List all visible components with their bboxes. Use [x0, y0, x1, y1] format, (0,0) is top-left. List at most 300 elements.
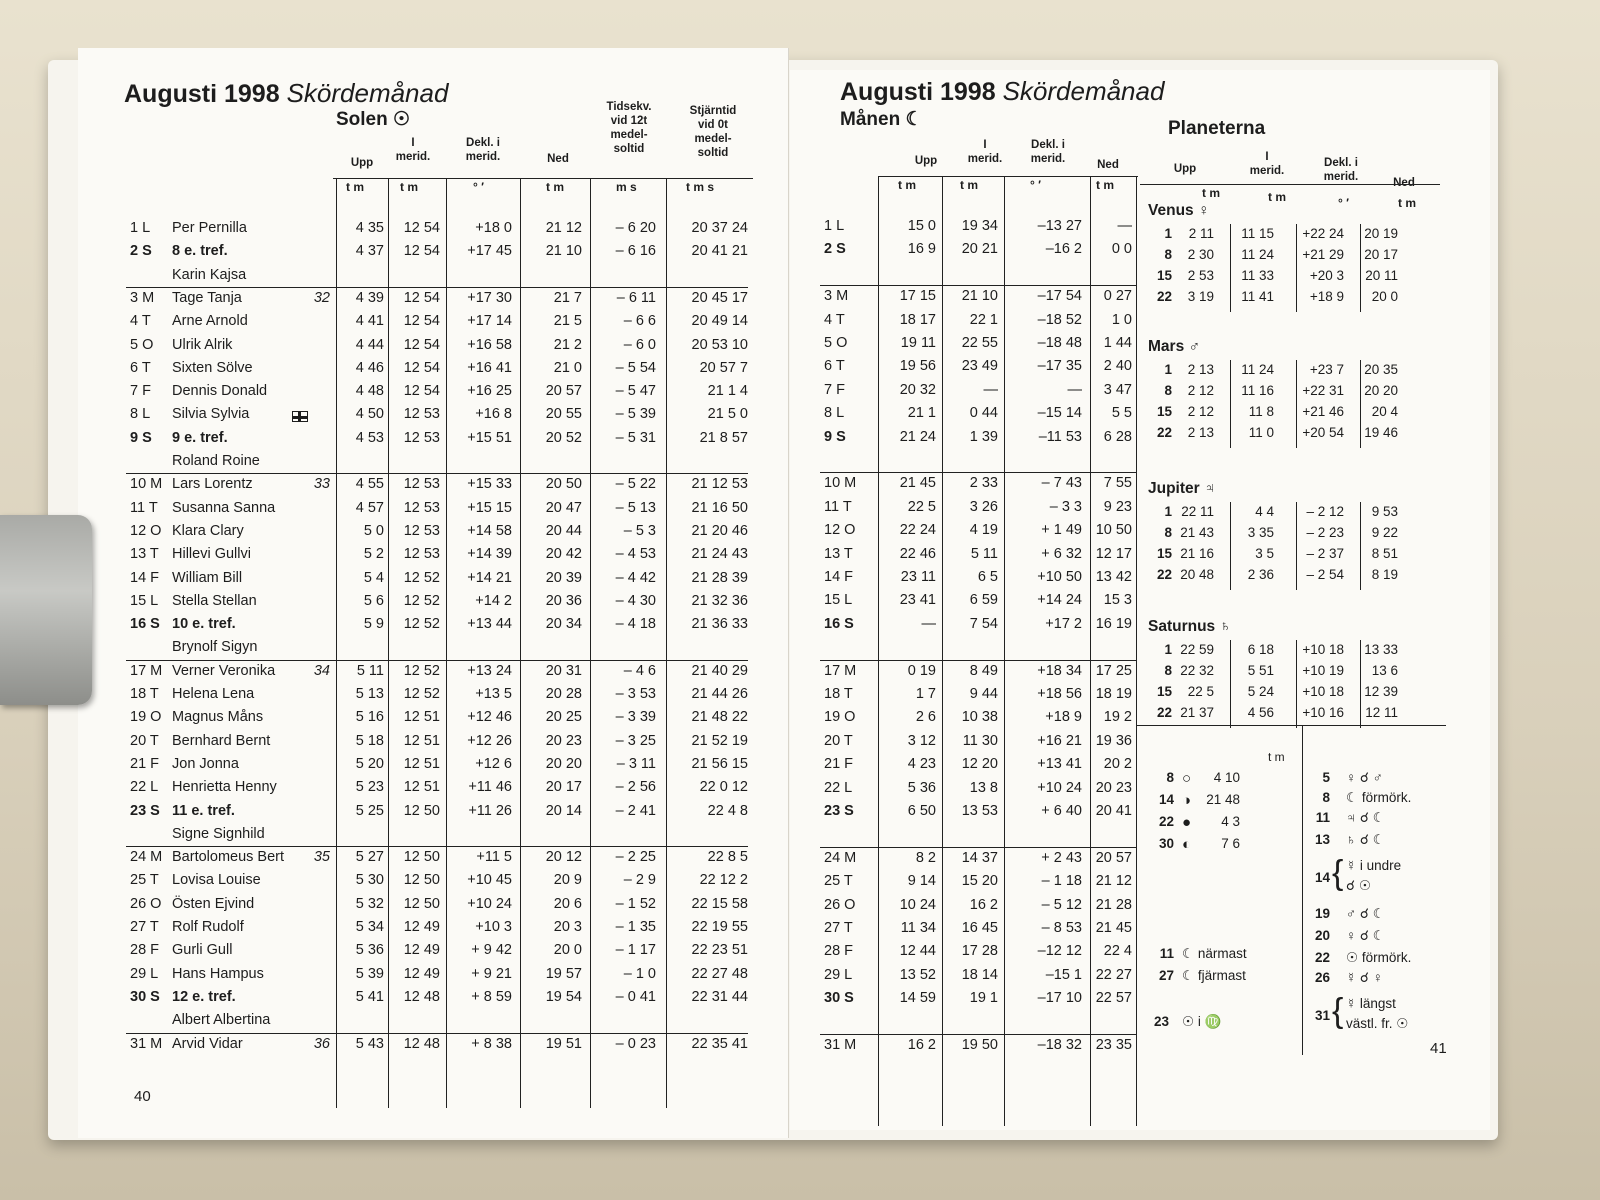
meridian: 4 19 [969, 522, 998, 539]
event-text: ☾ fjärmast [1182, 968, 1246, 983]
moonrise: — [921, 615, 936, 632]
equation-of-time: – 2 25 [615, 849, 656, 866]
planets-section-title: Planeterna [1168, 118, 1266, 139]
sidereal-time: 21 12 53 [691, 476, 748, 493]
meridian: 14 37 [961, 849, 998, 866]
sunset: 20 9 [553, 872, 582, 889]
declination: +22 31 [1302, 383, 1344, 398]
moonrise: 16 9 [907, 241, 936, 258]
moonrise: 20 32 [899, 381, 936, 398]
unit-upp: t m [1202, 186, 1220, 200]
meridian: 11 24 [1241, 247, 1274, 262]
table-row [790, 686, 1140, 708]
declination: +13 44 [467, 616, 512, 633]
table-row [790, 663, 1140, 685]
name-day: 9 e. tref. [172, 429, 228, 446]
declination: +17 45 [467, 243, 512, 260]
table-row [78, 243, 778, 265]
table-row [78, 989, 778, 1011]
name-day: 12 e. tref. [172, 988, 236, 1005]
sun-section-title: Solen ☉ [336, 109, 411, 130]
unit-ned: t m [1096, 178, 1114, 192]
meridian: 4 4 [1255, 504, 1274, 519]
sunrise: 5 16 [355, 709, 384, 726]
meridian: 23 49 [961, 358, 998, 375]
day-label: 16 S [824, 615, 854, 632]
moonset: 2 40 [1103, 358, 1132, 375]
table-row [790, 452, 1140, 474]
day-label: 15 L [824, 592, 853, 609]
meridian: 12 53 [403, 499, 440, 516]
sunrise: 5 2 [363, 546, 384, 563]
day-label: 8 L [824, 405, 845, 422]
rise: 2 13 [1187, 425, 1214, 440]
meridian: 12 54 [403, 220, 440, 236]
sidereal-time: 21 56 15 [691, 755, 748, 772]
moonrise: 0 19 [907, 662, 936, 679]
sidereal-time: 20 41 21 [691, 243, 748, 260]
event-time: 21 48 [1206, 792, 1240, 807]
unit-tidsekv: m s [616, 180, 637, 194]
event-day: 13 [1314, 832, 1330, 847]
event-text: ♀ ☌ ☾ [1346, 928, 1385, 943]
equation-of-time: – 6 6 [623, 313, 656, 330]
table-row [78, 476, 778, 498]
meridian: 16 45 [961, 920, 998, 936]
rise: 22 5 [1187, 684, 1214, 699]
week-rule [126, 1033, 748, 1034]
sidereal-time: 21 16 50 [691, 499, 748, 516]
moonset: 19 2 [1103, 709, 1132, 726]
sunset: 20 36 [545, 592, 582, 609]
name-day: Dennis Donald [172, 383, 268, 400]
column-rule [1230, 640, 1231, 728]
declination: +16 21 [1037, 732, 1082, 749]
planet-row [1140, 268, 1450, 289]
name-day: Per Pernilla [172, 220, 247, 236]
phenomenon-row [1310, 906, 1450, 928]
table-row [790, 897, 1140, 919]
header-tidsekv: Tidsekv. vid 12t medel- soltid [606, 101, 652, 155]
event-day: 22 [1158, 814, 1174, 829]
sidereal-time: 20 57 7 [699, 359, 748, 376]
sidereal-time: 21 48 22 [691, 709, 748, 726]
table-row [790, 756, 1140, 778]
title-month: Augusti 1998 [840, 78, 996, 106]
moonset: 20 41 [1095, 803, 1132, 819]
moonset: 23 35 [1095, 1037, 1132, 1053]
event-text: ☾ närmast [1182, 946, 1247, 961]
rise: 2 11 [1188, 226, 1214, 241]
declination: +20 3 [1309, 268, 1344, 283]
name-day: 8 e. tref. [172, 243, 228, 260]
equation-of-time: – 1 17 [615, 942, 656, 959]
sunrise: 4 50 [355, 406, 384, 423]
meridian: 11 24 [1241, 362, 1274, 377]
moonrise: 16 2 [907, 1037, 936, 1053]
table-row [78, 1036, 778, 1058]
metal-clip [0, 515, 92, 705]
declination: +15 15 [467, 499, 512, 516]
day-label: 8 [1164, 525, 1172, 540]
declination: +10 18 [1302, 642, 1344, 657]
day-label: 14 F [130, 569, 160, 586]
day-label: 1 [1164, 362, 1172, 377]
meridian: 12 53 [403, 429, 440, 446]
sunrise: 5 27 [355, 849, 384, 866]
equation-of-time: – 3 11 [616, 755, 656, 772]
name-day: Helena Lena [172, 686, 255, 702]
sidereal-time: 21 36 33 [691, 616, 748, 633]
equation-of-time: – 6 16 [615, 243, 656, 260]
event-day: 14 [1158, 792, 1174, 807]
sidereal-time: 21 1 4 [707, 383, 748, 400]
day-label: 22 L [824, 779, 853, 796]
day-label: 27 T [130, 919, 159, 935]
table-row [790, 990, 1140, 1012]
moonset: 15 3 [1103, 592, 1132, 609]
right-page [790, 70, 1490, 1130]
week-rule [126, 473, 748, 474]
event-text: ♂ ☌ ☾ [1346, 906, 1385, 921]
planet-row [1140, 404, 1450, 425]
meridian: 5 24 [1247, 684, 1274, 699]
declination: +15 33 [467, 476, 512, 493]
set: 8 19 [1371, 567, 1398, 582]
table-row [790, 288, 1140, 310]
sunset: 20 25 [545, 709, 582, 726]
declination: +16 8 [475, 406, 512, 423]
event-day: 26 [1314, 970, 1330, 985]
meridian: 6 18 [1247, 642, 1274, 657]
declination: +18 56 [1037, 686, 1082, 702]
table-row [78, 896, 778, 918]
day-label: 2 S [130, 243, 152, 260]
planet-row [1140, 504, 1450, 525]
table-row [78, 570, 778, 592]
meridian: 2 36 [1247, 567, 1274, 582]
equation-of-time: – 1 0 [623, 965, 656, 982]
sunset: 21 10 [545, 243, 582, 260]
sunrise: 5 23 [355, 779, 384, 796]
meridian: 20 21 [961, 241, 998, 258]
day-label: 21 F [130, 755, 160, 772]
event-day: 20 [1314, 928, 1330, 943]
phenomenon-row [1310, 770, 1450, 792]
sunrise: 5 25 [355, 802, 384, 819]
name-day: Lars Lorentz [172, 476, 253, 493]
meridian: 12 52 [403, 592, 440, 609]
column-rule [1296, 360, 1297, 448]
left-page-title [124, 78, 448, 109]
column-rule [1230, 360, 1231, 448]
moonset: 10 50 [1095, 522, 1132, 539]
declination: +11 26 [468, 802, 512, 819]
name-day: Magnus Måns [172, 709, 264, 726]
day-label: 18 T [130, 686, 159, 702]
day-label: 11 T [130, 499, 158, 516]
planet-name: Venus ♀ [1148, 202, 1210, 219]
sunset: 20 6 [553, 895, 582, 912]
sunset: 19 57 [545, 965, 582, 982]
planet-name: Mars ♂ [1148, 338, 1201, 355]
declination: + 8 59 [471, 988, 512, 1005]
moonrise: 15 0 [907, 218, 936, 234]
moon-phase-icon: ● [1182, 814, 1192, 831]
sidereal-time: 22 0 12 [699, 779, 748, 796]
meridian: 7 54 [969, 615, 998, 632]
day-label: 5 O [130, 336, 154, 353]
equation-of-time: – 6 0 [623, 336, 656, 353]
sunset: 20 3 [553, 919, 582, 935]
meridian: 12 54 [403, 359, 440, 376]
table-row [790, 312, 1140, 334]
name-day: Klara Clary [172, 522, 244, 539]
declination: –18 48 [1037, 335, 1082, 351]
sidereal-time: 22 15 58 [691, 895, 748, 912]
set: 13 33 [1364, 642, 1398, 657]
name-day: Roland Roine [172, 453, 260, 469]
sunrise: 5 32 [355, 895, 384, 912]
planet-row [1140, 289, 1450, 310]
table-row [790, 475, 1140, 497]
day-label: 20 T [130, 732, 159, 749]
set: 20 35 [1364, 362, 1398, 377]
declination: +14 2 [475, 592, 512, 609]
moonset: 9 23 [1103, 498, 1132, 515]
event-day: 31 [1314, 1008, 1330, 1023]
moonrise: 22 5 [907, 498, 936, 515]
declination: +10 24 [467, 895, 512, 912]
moonrise: 6 50 [907, 803, 936, 819]
equation-of-time: – 2 56 [615, 779, 656, 796]
moonset: 7 55 [1103, 475, 1132, 492]
table-row [790, 780, 1140, 802]
declination: +18 34 [1037, 662, 1082, 679]
moonset: 0 27 [1103, 288, 1132, 305]
declination: –16 2 [1045, 241, 1082, 258]
phenomenon-row [1310, 790, 1450, 812]
sunset: 20 28 [545, 686, 582, 702]
week-rule [820, 472, 1136, 473]
moonrise: 17 15 [899, 288, 936, 305]
declination: +23 7 [1309, 362, 1344, 377]
rise: 2 13 [1187, 362, 1214, 377]
meridian: 6 59 [969, 592, 998, 609]
name-day: Tage Tanja [172, 289, 242, 306]
day-label: 28 F [130, 942, 160, 959]
sunrise: 5 43 [355, 1035, 384, 1052]
table-row [78, 942, 778, 964]
table-row [78, 826, 778, 848]
day-label: 6 T [824, 358, 845, 375]
equation-of-time: – 6 20 [615, 220, 656, 236]
moonrise: 10 24 [899, 896, 936, 913]
declination: +12 46 [467, 709, 512, 726]
sunset: 20 47 [545, 499, 582, 516]
moon-phase-icon: ◐ [1182, 836, 1192, 853]
declination: –11 53 [1038, 428, 1082, 445]
set: 20 4 [1371, 404, 1398, 419]
event-text: ♀ ☌ ♂ [1346, 770, 1383, 785]
header-upp: Upp [350, 157, 374, 169]
day-label: 3 M [824, 288, 849, 305]
day-label: 19 O [824, 709, 856, 726]
sidereal-time: 21 40 29 [691, 662, 748, 679]
table-row [78, 220, 778, 242]
meridian: 3 26 [969, 498, 998, 515]
equation-of-time: – 5 47 [615, 383, 656, 400]
unit-dekl: ° ′ [1338, 196, 1350, 210]
planet-row [1140, 425, 1450, 446]
declination: – 8 53 [1041, 920, 1082, 936]
planet-row [1140, 567, 1450, 588]
event-day: 22 [1314, 950, 1330, 965]
brace-icon: { [1332, 854, 1344, 892]
name-day: Rolf Rudolf [172, 919, 244, 935]
left-page [78, 48, 789, 1138]
sidereal-time: 20 49 14 [691, 313, 748, 330]
set: 13 6 [1371, 663, 1398, 678]
declination: +12 6 [475, 755, 512, 772]
day-label: 8 [1164, 247, 1172, 262]
phenomenon-row [1310, 970, 1450, 992]
sidereal-time: 22 23 51 [691, 942, 748, 959]
day-label: 7 F [130, 383, 151, 400]
day-label: 11 T [824, 498, 852, 515]
equation-of-time: – 5 13 [615, 499, 656, 516]
moon-phase-unit: t m [1268, 750, 1285, 764]
day-label: 18 T [824, 686, 853, 702]
unit-dekl: ° ′ [473, 180, 485, 194]
day-label: 15 L [130, 592, 159, 609]
table-row [790, 803, 1140, 825]
column-rule [1230, 502, 1231, 590]
meridian: 6 5 [977, 569, 998, 585]
meridian: 21 10 [961, 288, 998, 305]
moonset: 22 27 [1095, 966, 1132, 983]
day-label: 31 M [130, 1035, 163, 1052]
day-label: 3 M [130, 289, 155, 306]
event-text: ☿ i undre [1346, 858, 1402, 873]
sunrise: 5 41 [355, 988, 384, 1005]
header-merid: I merid. [395, 137, 431, 163]
event-day: 23 [1154, 1014, 1170, 1029]
event-text: ♃ ☌ ☾ [1346, 810, 1385, 825]
table-row [78, 337, 778, 359]
equation-of-time: – 5 39 [615, 406, 656, 423]
sidereal-time: 22 4 8 [707, 802, 748, 819]
table-row [78, 966, 778, 988]
declination: –13 27 [1037, 218, 1082, 234]
sunset: 20 23 [545, 732, 582, 749]
sunrise: 5 18 [355, 732, 384, 749]
equation-of-time: – 3 39 [615, 709, 656, 726]
name-day: Arvid Vidar [172, 1035, 243, 1052]
meridian: 16 2 [969, 896, 998, 913]
table-row [78, 849, 778, 871]
planet-name: Saturnus ♄ [1148, 618, 1232, 635]
equation-of-time: – 2 9 [623, 872, 656, 889]
name-day: Lovisa Louise [172, 872, 261, 889]
table-row [790, 592, 1140, 614]
week-rule [820, 847, 1136, 848]
meridian: 13 8 [969, 779, 998, 796]
sunrise: 5 0 [363, 522, 384, 539]
event-time: 4 3 [1221, 814, 1240, 829]
planet-header-ned: Ned [1393, 177, 1415, 189]
equation-of-time: – 6 11 [616, 289, 656, 306]
meridian: 8 49 [969, 662, 998, 679]
swedish-flag-icon [292, 411, 308, 422]
table-row [78, 267, 778, 289]
header-ned: Ned [547, 153, 569, 165]
set: 20 11 [1365, 268, 1398, 283]
sidereal-time: 21 28 39 [691, 569, 748, 586]
declination: — [1067, 381, 1082, 398]
declination: +18 9 [1309, 289, 1344, 304]
event-text: ♄ ☌ ☾ [1346, 832, 1385, 847]
page-number: 41 [1430, 1040, 1447, 1057]
meridian: 12 49 [403, 942, 440, 959]
day-label: 21 F [824, 756, 854, 773]
unit-stjarntid: t m s [686, 180, 715, 194]
sunrise: 5 11 [356, 662, 384, 679]
meridian: 17 28 [961, 943, 998, 960]
table-row [78, 733, 778, 755]
sunset: 21 5 [553, 313, 582, 330]
day-label: 12 O [824, 522, 856, 539]
meridian: 13 53 [961, 803, 998, 819]
rise: 20 48 [1180, 567, 1214, 582]
rise: 21 43 [1180, 525, 1214, 540]
name-day: Hans Hampus [172, 965, 264, 982]
header-rule [333, 178, 753, 179]
sunrise: 4 55 [355, 476, 384, 493]
equation-of-time: – 5 54 [615, 359, 656, 376]
meridian: — [983, 381, 998, 398]
unit-upp: t m [346, 180, 364, 194]
table-row [790, 241, 1140, 263]
meridian: 12 50 [403, 872, 440, 889]
meridian: 9 44 [969, 686, 998, 702]
table-row [790, 826, 1140, 848]
moon-header-dekl: Dekl. i merid. [1030, 139, 1066, 165]
sidereal-time: 21 24 43 [691, 546, 748, 563]
declination: +17 2 [1045, 615, 1082, 632]
planet-row [1140, 383, 1450, 404]
rise: 22 11 [1181, 504, 1214, 519]
name-day: Hillevi Gullvi [172, 546, 251, 563]
moonset: 0 0 [1111, 241, 1132, 258]
rise: 21 37 [1180, 705, 1214, 720]
declination: – 5 12 [1041, 896, 1082, 913]
moonset: 21 28 [1095, 896, 1132, 913]
declination: – 2 12 [1306, 504, 1344, 519]
table-row [78, 383, 778, 405]
moonrise: 5 36 [907, 779, 936, 796]
sunrise: 5 30 [355, 872, 384, 889]
declination: +21 29 [1302, 247, 1344, 262]
day-label: 17 M [824, 662, 857, 679]
meridian: 5 11 [970, 545, 998, 562]
table-row [78, 500, 778, 522]
sunset: 20 12 [545, 849, 582, 866]
moonset: 16 19 [1095, 615, 1132, 632]
table-row [78, 872, 778, 894]
table-row [78, 290, 778, 312]
sunset: 20 57 [545, 383, 582, 400]
